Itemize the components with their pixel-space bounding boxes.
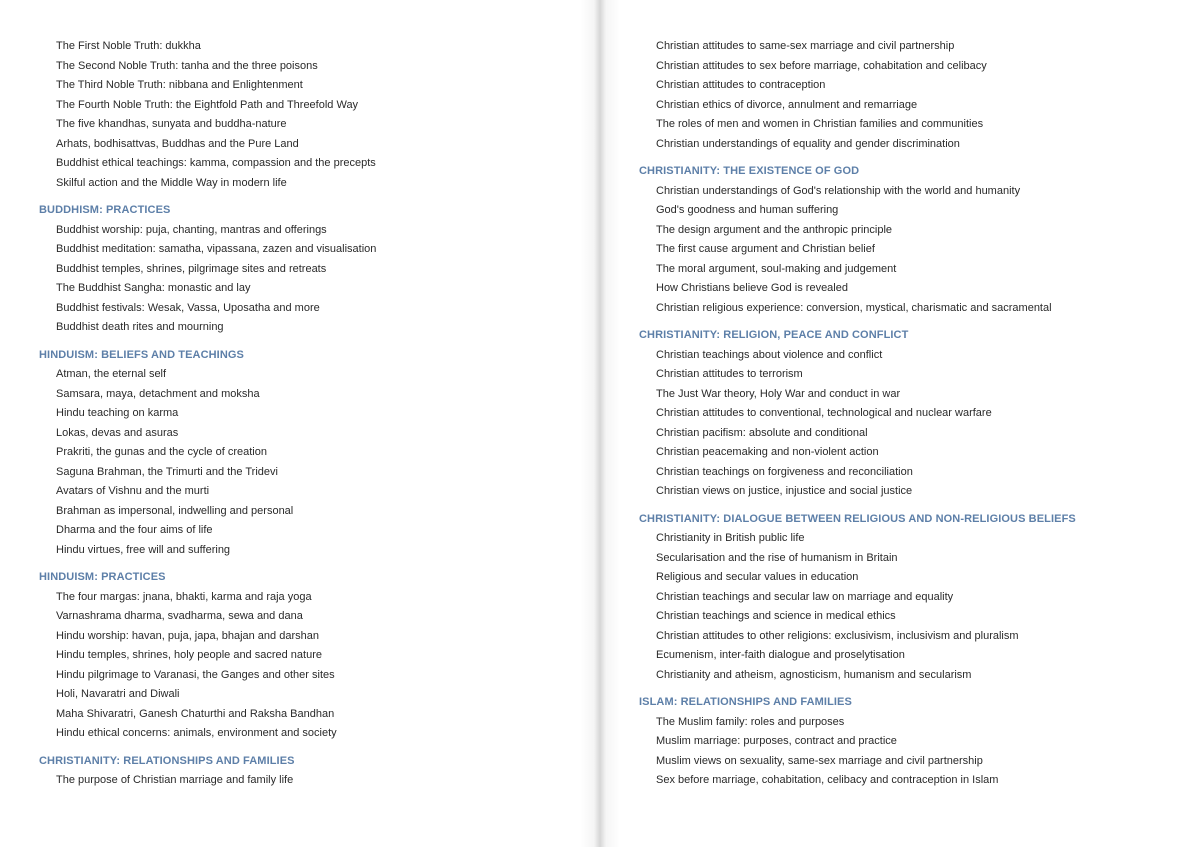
right-contents-item: Muslim marriage: purposes, contract and practice	[656, 735, 897, 747]
left-contents-item: The Third Noble Truth: nibbana and Enlightenment	[56, 79, 303, 91]
right-contents-item: Christian ethics of divorce, annulment and remarriage	[656, 98, 918, 111]
right-contents-item: Christianity in British public life	[656, 532, 805, 544]
right-contents-item: Ecumenism, inter-faith dialogue and proselytisation	[656, 649, 905, 661]
right-contents-item: The design argument and the anthropic principle	[656, 223, 893, 236]
right-contents-item: Christian understandings of God's relationship with the world and humanity	[656, 184, 1021, 197]
right-contents-item: Christian religious experience: conversion, mystical, charismatic and sacramental	[656, 301, 1052, 314]
left-contents-item: Brahman as impersonal, indwelling and personal	[56, 504, 294, 517]
right-contents-item: Christian teachings on forgiveness and reconciliation	[656, 465, 913, 478]
left-contents-item: Buddhist temples, shrines, pilgrimage sites and retreats	[56, 262, 327, 275]
right-contents-item: Christian attitudes to sex before marriage, cohabitation and celibacy	[656, 59, 987, 72]
left-contents-item: Avatars of Vishnu and the murti	[56, 485, 210, 497]
right-section-heading: CHRISTIANITY: THE EXISTENCE OF GOD	[639, 165, 860, 177]
left-contents-item: Atman, the eternal self	[56, 368, 167, 380]
left-contents-item: Maha Shivaratri, Ganesh Chaturthi and Raksha Bandhan	[56, 707, 335, 720]
right-section-heading: CHRISTIANITY: DIALOGUE BETWEEN RELIGIOUS AND NON-RELIGIOUS BELIEFS	[639, 512, 1076, 525]
right-contents-item: Secularisation and the rise of humanism in Britain	[656, 551, 898, 564]
left-contents-item: Holi, Navaratri and Diwali	[56, 688, 180, 700]
left-section-heading: BUDDHISM: PRACTICES	[39, 204, 171, 216]
right-contents-item: Christian pacifism: absolute and conditional	[656, 426, 868, 439]
left-contents-item: Prakriti, the gunas and the cycle of creation	[56, 446, 267, 458]
left-contents-item: Buddhist death rites and mourning	[56, 321, 224, 333]
right-contents-item: Christian teachings about violence and conflict	[656, 348, 883, 361]
left-contents-item: Dharma and the four aims of life	[56, 524, 213, 536]
right-contents-item: Christian peacemaking and non-violent action	[656, 446, 879, 458]
left-section-heading: HINDUISM: BELIEFS AND TEACHINGS	[39, 348, 244, 361]
right-contents-item: The roles of men and women in Christian families and communities	[656, 118, 984, 130]
left-contents-item: Buddhist ethical teachings: kamma, compassion and the precepts	[56, 157, 376, 169]
left-contents-item: The Buddhist Sangha: monastic and lay	[56, 282, 251, 294]
left-contents-item: Buddhist festivals: Wesak, Vassa, Uposatha and more	[56, 301, 320, 314]
left-contents-item: The Second Noble Truth: tanha and the three poisons	[56, 59, 318, 72]
left-contents-item: Lokas, devas and asuras	[56, 426, 179, 439]
left-contents-item: Varnashrama dharma, svadharma, sewa and dana	[56, 610, 303, 622]
left-contents-column	[39, 37, 376, 791]
right-contents-item: Christian attitudes to same-sex marriage and civil partnership	[656, 40, 955, 52]
left-contents-item: Skilful action and the Middle Way in modern life	[56, 176, 287, 189]
left-contents-item: The five khandhas, sunyata and buddha-nature	[56, 118, 287, 130]
left-contents-item: The First Noble Truth: dukkha	[56, 40, 201, 52]
right-contents-item: The Muslim family: roles and purposes	[656, 715, 845, 728]
right-section-heading: ISLAM: RELATIONSHIPS AND FAMILIES	[639, 696, 852, 708]
right-contents-item: Christian attitudes to other religions: exclusivism, inclusivism and pluralism	[656, 629, 1019, 642]
left-contents-item: Hindu temples, shrines, holy people and sacred nature	[56, 649, 322, 661]
right-contents-item: The moral argument, soul-making and judgement	[656, 262, 897, 275]
left-contents-item: The purpose of Christian marriage and family life	[56, 774, 294, 786]
right-contents-item: Christian attitudes to contraception	[656, 79, 826, 91]
right-contents-item: Sex before marriage, cohabitation, celibacy and contraception in Islam	[656, 774, 999, 786]
left-contents-item: The Fourth Noble Truth: the Eightfold Path and Threefold Way	[56, 98, 359, 111]
right-contents-column	[639, 37, 1076, 791]
right-contents-item: Christian attitudes to conventional, technological and nuclear warfare	[656, 407, 992, 419]
right-contents-item: Christian views on justice, injustice and social justice	[656, 485, 913, 497]
left-contents-item: Hindu worship: havan, puja, japa, bhajan and darshan	[56, 629, 319, 642]
right-contents-item: The Just War theory, Holy War and conduct in war	[656, 387, 901, 400]
left-contents-item: The four margas: jnana, bhakti, karma and raja yoga	[56, 590, 312, 603]
left-contents-item: Hindu ethical concerns: animals, environment and society	[56, 727, 337, 739]
right-contents-item: God's goodness and human suffering	[656, 204, 839, 216]
right-contents-item: How Christians believe God is revealed	[656, 282, 848, 294]
right-contents-item: The first cause argument and Christian belief	[656, 243, 875, 255]
right-contents-item: Christian understandings of equality and gender discrimination	[656, 137, 960, 150]
left-contents-item: Buddhist meditation: samatha, vipassana, zazen and visualisation	[56, 243, 377, 255]
right-page	[600, 0, 1200, 847]
left-contents-item: Arhats, bodhisattvas, Buddhas and the Pure Land	[56, 137, 299, 150]
right-contents-item: Muslim views on sexuality, same-sex marriage and civil partnership	[656, 754, 983, 767]
right-contents-item: Christian attitudes to terrorism	[656, 368, 803, 380]
left-contents-item: Samsara, maya, detachment and moksha	[56, 387, 260, 400]
right-contents-item: Christian teachings and secular law on marriage and equality	[656, 590, 954, 603]
right-contents-item: Christianity and atheism, agnosticism, humanism and secularism	[656, 668, 972, 681]
left-contents-item: Hindu pilgrimage to Varanasi, the Ganges and other sites	[56, 668, 335, 681]
right-section-heading: CHRISTIANITY: RELIGION, PEACE AND CONFLICT	[639, 329, 909, 341]
left-section-heading: CHRISTIANITY: RELATIONSHIPS AND FAMILIES	[39, 754, 295, 767]
left-contents-item: Saguna Brahman, the Trimurti and the Tridevi	[56, 465, 278, 478]
left-section-heading: HINDUISM: PRACTICES	[39, 571, 166, 583]
left-contents-item: Buddhist worship: puja, chanting, mantras and offerings	[56, 223, 327, 236]
right-contents-item: Christian teachings and science in medical ethics	[656, 610, 896, 622]
right-contents-item: Religious and secular values in education	[656, 571, 859, 583]
left-contents-item: Hindu virtues, free will and suffering	[56, 543, 231, 556]
left-contents-item: Hindu teaching on karma	[56, 407, 179, 419]
